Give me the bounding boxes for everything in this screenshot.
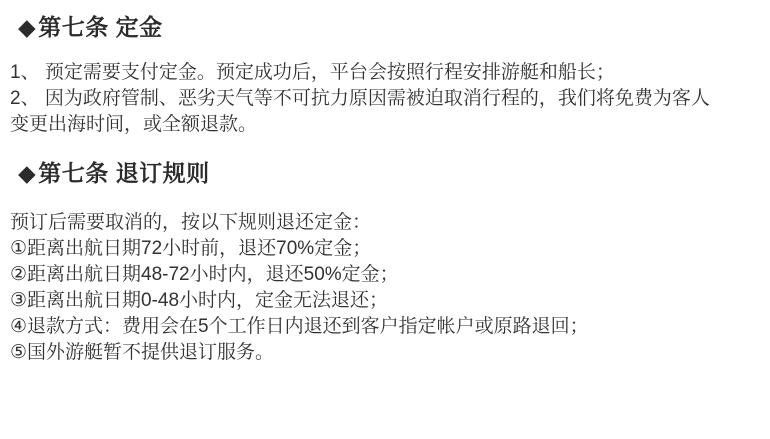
- refund-intro-line: 预订后需要取消的，按以下规则退还定金：: [10, 212, 372, 233]
- terms-line: 变更出海时间，或全额退款。: [10, 114, 258, 135]
- diamond-icon: ◆: [18, 14, 37, 40]
- refund-rules-text: [10, 210, 770, 366]
- refund-rule-line: ⑤国外游艇暂不提供退订服务。: [10, 342, 275, 363]
- terms-line: 2、 因为政府管制、恶劣天气等不可抗力原因需被迫取消行程的，我们将免费为客人: [10, 88, 710, 109]
- section-title-refund: 第七条 退订规则: [38, 160, 210, 186]
- section-title-deposit: 第七条 定金: [38, 14, 163, 40]
- refund-rule-line: ①距离出航日期72小时前，退还70%定金；: [10, 238, 372, 259]
- diamond-icon: ◆: [18, 160, 37, 186]
- refund-rule-line: ②距离出航日期48-72小时内，退还50%定金；: [10, 264, 399, 285]
- refund-rule-line: ④退款方式：费用会在5个工作日内退还到客户指定帐户或原路退回；: [10, 316, 589, 337]
- section-heading-refund: [18, 158, 770, 188]
- section-heading-deposit: [18, 0, 770, 42]
- deposit-terms-text: [10, 60, 770, 138]
- terms-line: 1、 预定需要支付定金。预定成功后，平台会按照行程安排游艇和船长；: [10, 62, 615, 83]
- refund-rule-line: ③距离出航日期0-48小时内，定金无法退还；: [10, 290, 389, 311]
